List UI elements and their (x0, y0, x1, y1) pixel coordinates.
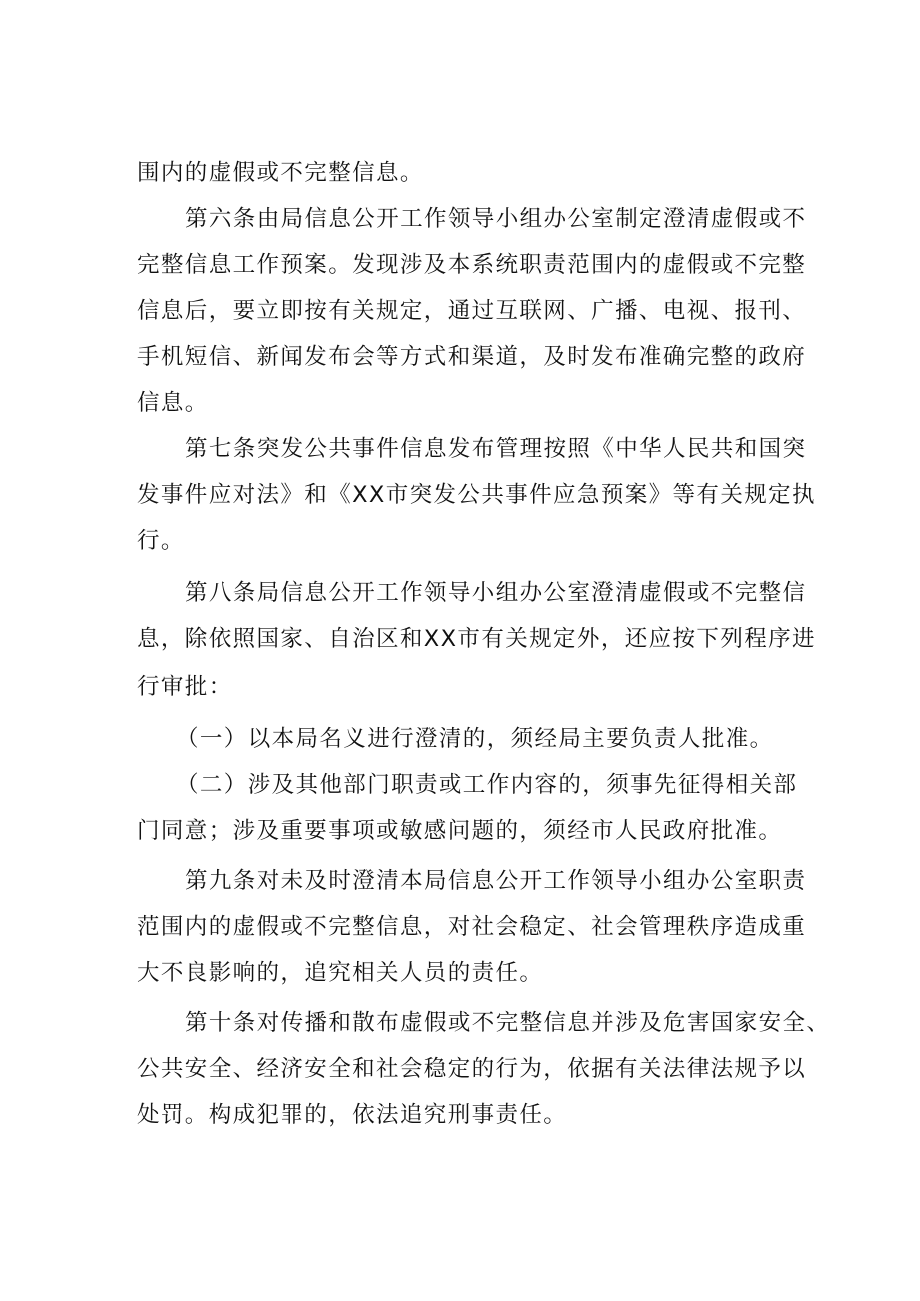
text-line: 公共安全、经济安全和社会稳定的行为，依据有关法律法规予以 (137, 1056, 807, 1082)
text-line: 手机短信、新闻发布会等方式和渠道，及时发布准确完整的政府 (137, 344, 807, 370)
text-line: 信息后，要立即按有关规定，通过互联网、广播、电视、报刊、 (137, 298, 807, 324)
text-line: 息，除依照国家、自治区和XX市有关规定外，还应按下列程序进 (137, 626, 816, 652)
text-line: 第七条突发公共事件信息发布管理按照《中华人民共和国突 (185, 436, 807, 462)
text-line: 围内的虚假或不完整信息。 (137, 160, 424, 186)
text-line: 处罚。构成犯罪的，依法追究刑事责任。 (137, 1102, 568, 1128)
text-line: 范围内的虚假或不完整信息，对社会稳定、社会管理秩序造成重 (137, 914, 807, 940)
text-line: 信息。 (137, 390, 209, 416)
text-line: 第六条由局信息公开工作领导小组办公室制定澄清虚假或不 (185, 206, 807, 232)
text-line: 第十条对传播和散布虚假或不完整信息并涉及危害国家安全、 (185, 1010, 831, 1036)
text-line: 完整信息工作预案。发现涉及本系统职责范围内的虚假或不完整 (137, 252, 807, 278)
text-line: 第九条对未及时澄清本局信息公开工作领导小组办公室职责 (185, 868, 807, 894)
text-line: （一）以本局名义进行澄清的，须经局主要负责人批准。 (176, 726, 774, 752)
text-line: 行。 (137, 528, 185, 554)
text-line: 大不良影响的，追究相关人员的责任。 (137, 960, 544, 986)
text-line: （二）涉及其他部门职责或工作内容的，须事先征得相关部 (176, 772, 798, 798)
text-line: 门同意；涉及重要事项或敏感问题的，须经市人民政府批准。 (137, 818, 783, 844)
text-line: 行审批： (137, 674, 233, 700)
text-line: 第八条局信息公开工作领导小组办公室澄清虚假或不完整信 (185, 580, 807, 606)
text-line: 发事件应对法》和《XX市突发公共事件应急预案》等有关规定执 (137, 482, 816, 508)
